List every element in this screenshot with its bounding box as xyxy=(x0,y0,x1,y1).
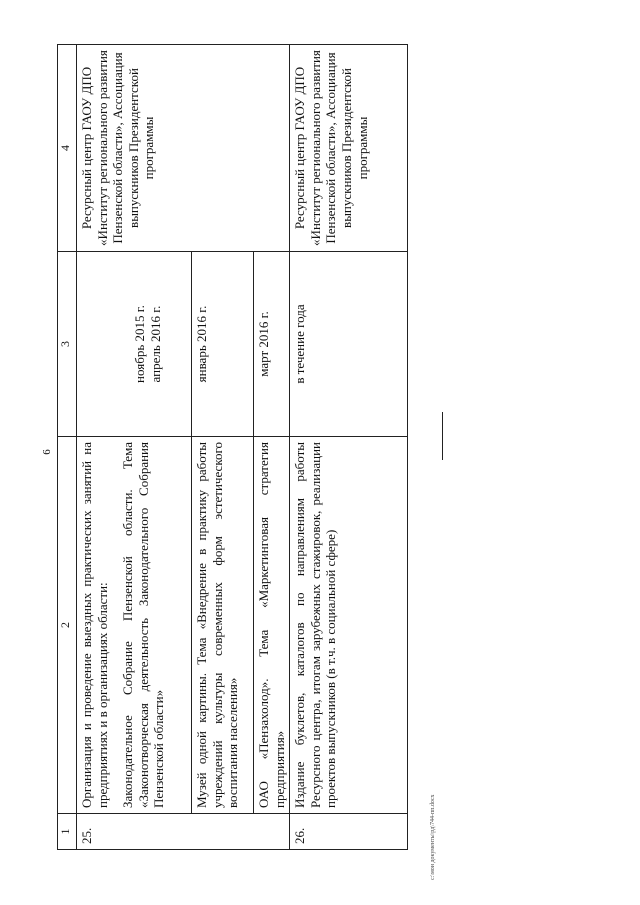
footer-file-path: c:\мои документы\рд\744-пп.docx xyxy=(430,794,436,880)
plan-table xyxy=(57,44,408,850)
date-cell xyxy=(77,252,192,437)
activity-intro: Организация и проведение выездных практических занятий на предприятиях и в организациях области: xyxy=(79,442,110,808)
organizer-cell: Ресурсный центр ГАОУ ДПО «Институт регионального развития Пензенской области», Ассоциация выпускников Президентской программы xyxy=(290,45,408,252)
activity-sub-2: Музей одной картины. Тема «Внедрение в практику работы учреждений культуры современных форм эстетического воспитания населения» xyxy=(192,437,254,814)
header-col-4: 4 xyxy=(58,45,77,252)
date-sub-1: ноябрь 2015 г. апрель 2016 г. xyxy=(132,305,163,383)
activity-sub-1: Законодательное Собрание Пензенской области. Тема «Законотворческая деятельность Законодательного Собрания Пензенской области» xyxy=(120,442,167,808)
page-number: 6 xyxy=(40,449,53,455)
row-number: 26. xyxy=(290,814,408,850)
date-cell: в течение года xyxy=(290,252,408,437)
separator-line xyxy=(442,412,443,460)
date-sub-3: март 2016 г. xyxy=(254,252,290,437)
header-col-2: 2 xyxy=(58,437,77,814)
activity-cell: Издание буклетов, каталогов по направлениям работы Ресурсного центра, итогам зарубежных стажировок, реализации проектов выпускников (в т.ч. в социальной сфере) xyxy=(290,437,408,814)
table-header-row xyxy=(58,45,77,850)
activity-sub-3: ОАО «Пензахолод». Тема «Маркетинговая стратегия предприятия» xyxy=(254,437,290,814)
rotated-table-container xyxy=(57,45,408,850)
table-row-26 xyxy=(290,45,408,850)
header-col-3: 3 xyxy=(58,252,77,437)
activity-cell xyxy=(77,437,192,814)
header-col-1: 1 xyxy=(58,814,77,850)
row-number: 25. xyxy=(77,814,290,850)
date-sub-2: январь 2016 г. xyxy=(192,252,254,437)
table-row-25 xyxy=(77,45,192,850)
organizer-cell: Ресурсный центр ГАОУ ДПО «Институт регионального развития Пензенской области», Ассоциация выпускников Президентской программы xyxy=(77,45,290,252)
